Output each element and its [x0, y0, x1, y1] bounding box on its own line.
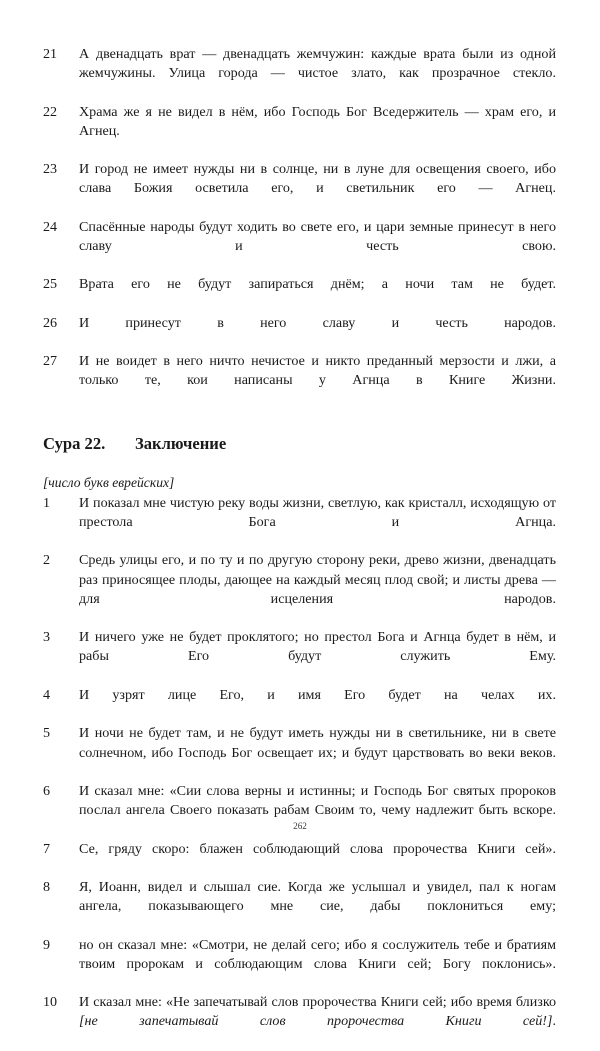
verse-row	[43, 275, 556, 313]
verse-row	[43, 936, 556, 994]
verse-row	[43, 103, 556, 161]
verse-number: 8	[43, 878, 51, 895]
verse-row	[43, 686, 556, 724]
verse-number: 26	[43, 314, 58, 331]
verse-row	[43, 628, 556, 686]
verse-row	[43, 494, 556, 552]
verse-number: 1	[43, 494, 51, 511]
verse-number: 4	[43, 686, 51, 703]
verse-row	[43, 878, 556, 936]
verse-text: И принесут в него славу и честь народов.	[79, 314, 556, 331]
chapter-heading	[43, 433, 556, 455]
verse-number: 27	[43, 353, 58, 370]
verse-text: И ничего уже не будет проклятого; но престол Бога и Агнца будет в нём, и рабы Его будут служить Ему.	[79, 629, 556, 665]
verse-row	[43, 551, 556, 628]
verse-number: 21	[43, 46, 58, 62]
verse-number: 22	[43, 103, 58, 120]
verse-text: Спасённые народы будут ходить во свете его, и цари земные принесут в него славу и честь свою.	[79, 218, 556, 255]
verse-number: 6	[43, 782, 51, 799]
verse-text: И показал мне чистую реку воды жизни, светлую, как кристалл, исходящую от престола Бога и Агнца.	[79, 494, 556, 531]
verse-row	[43, 45, 556, 103]
verse-row	[43, 160, 556, 218]
verse-row	[43, 724, 556, 782]
chapter-heading-number: Сура 22.	[43, 433, 106, 453]
verse-text-plain: И сказал мне: «Не запечатывай слов пророчества Книги сей; ибо время близко	[79, 994, 556, 1011]
verse-text: И не воидет в него ничто нечистое и никто преданный мерзости и лжи, а только те, кои написаны у Агнца в Книге Жизни.	[79, 353, 556, 389]
verse-row	[43, 352, 556, 410]
verse-text: Се, гряду скоро: блажен соблюдающий слова пророчества Книги сей».	[79, 840, 556, 857]
verse-row	[43, 218, 556, 276]
verse-text	[79, 993, 556, 1051]
verse-row	[43, 314, 556, 352]
verse-row	[43, 840, 556, 878]
verse-text: Врата его не будут запираться днём; а ночи там не будет.	[79, 276, 556, 293]
verse-text: А двенадцать врат — двенадцать жемчужин: каждые врата были из одной жемчужины. Улица города — чистое злато, как прозрачное стекло.	[79, 46, 556, 82]
verse-text: И город не имеет нужды ни в солнце, ни в луне для освещения своего, ибо слава Божия осветила его, и светильник его — Агнец.	[79, 161, 556, 197]
verse-number: 23	[43, 161, 58, 178]
verse-number: 25	[43, 276, 58, 293]
verse-number: 24	[43, 218, 58, 235]
verse-text: Средь улицы его, и по ту и по другую сторону реки, древо жизни, двенадцать раз приносящее плоды, дающее на каждый месяц плод свой; и листы древа — для исцеления народов.	[79, 552, 556, 607]
verse-text-tail: .	[552, 1013, 556, 1030]
verse-number: 3	[43, 629, 51, 646]
verse-number: 9	[43, 936, 51, 953]
verse-text: Храма же я не видел в нём, ибо Господь Бог Вседержитель — храм его, и Агнец.	[79, 103, 556, 139]
verse-text: Я, Иоанн, видел и слышал сие. Когда же услышал и увидел, пал к ногам ангела, показывающего мне сие, дабы поклониться ему;	[79, 878, 556, 915]
verse-number: 7	[43, 840, 51, 857]
verse-text: И узрят лице Его, и имя Его будет на челах их.	[79, 686, 556, 703]
verse-number: 2	[43, 552, 51, 569]
verse-block-previous-chapter	[43, 45, 556, 410]
verse-number: 5	[43, 725, 51, 742]
chapter-heading-title: Заключение	[135, 433, 227, 453]
verse-number: 10	[43, 994, 58, 1011]
page-number: 262	[293, 821, 307, 831]
verse-text: но он сказал мне: «Смотри, не делай сего; ибо я сослужитель тебе и братиям твоим пророкам и соблюдающим слова Книги сей; Богу поклонись».	[79, 936, 556, 972]
verse-block-current-chapter	[43, 494, 556, 1051]
editorial-note: [число букв еврейских]	[43, 474, 175, 490]
verse-text-italic: [не запечатывай слов пророчества Книги сей!]	[79, 1013, 553, 1030]
verse-text: И ночи не будет там, и не будут иметь нужды ни в светильнике, ни в свете солнечном, ибо Господь Бог освещает их; и будут царствовать во веки веков.	[79, 725, 556, 761]
verse-row	[43, 993, 556, 1051]
verse-text: И сказал мне: «Сии слова верны и истинны; и Господь Бог святых пророков послал ангела Своего показать рабам Своим то, чему надлежит быть вскоре.	[79, 782, 556, 819]
